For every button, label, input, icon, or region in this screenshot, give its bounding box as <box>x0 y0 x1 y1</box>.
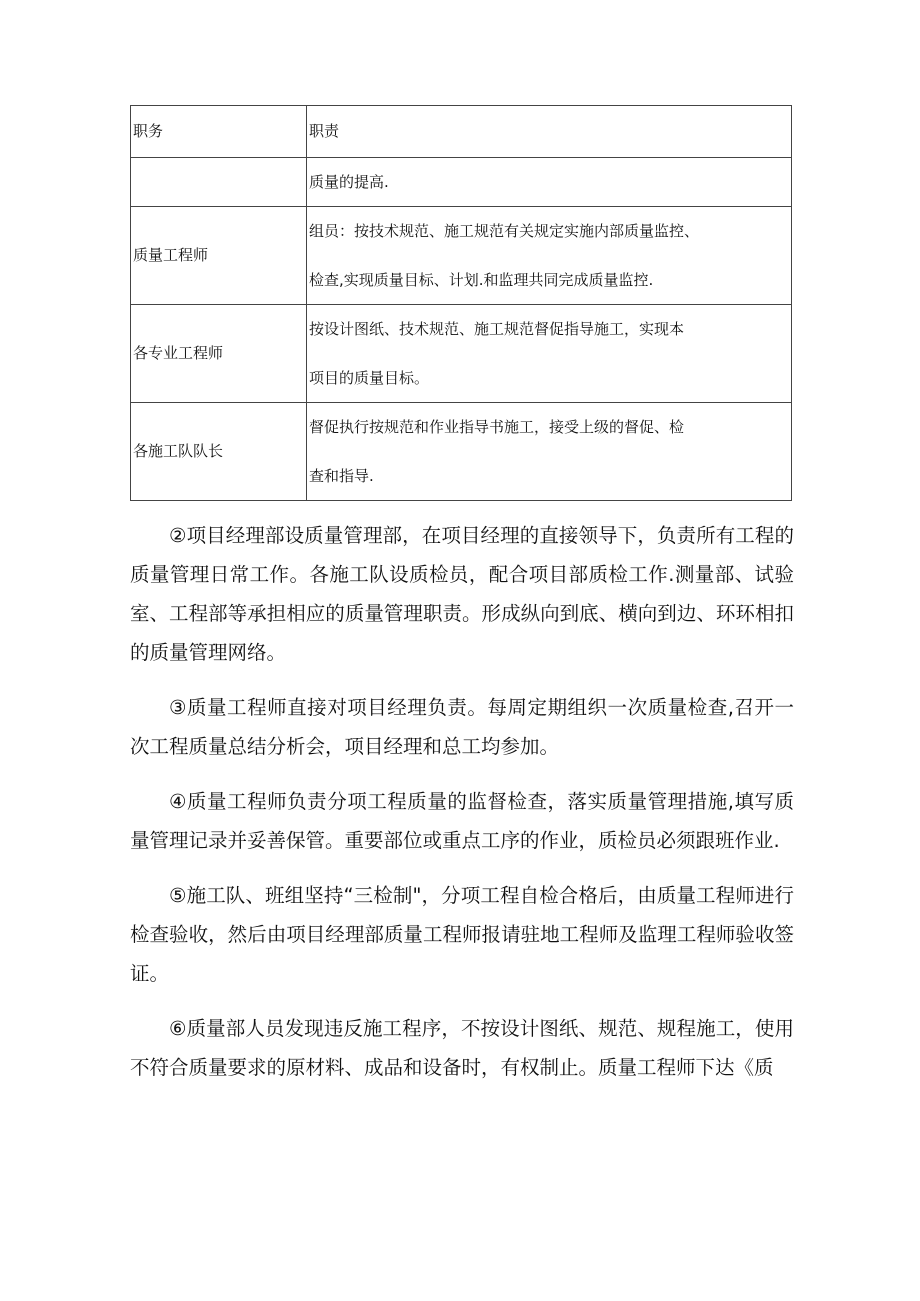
duty-line: 督促执行按规范和作业指导书施工，接受上级的督促、检 <box>309 417 685 436</box>
paragraph-4: ④质量工程师负责分项工程质量的监督检查，落实质量管理措施,填写质量管理记录并妥善保管。重要部位或重点工序的作业，质检员必须跟班作业. <box>130 790 794 852</box>
table-row <box>131 403 792 501</box>
duty-table <box>130 105 792 501</box>
table-header-row <box>131 106 792 158</box>
role-cell: 质量工程师 <box>131 207 307 305</box>
paragraph-5: ⑤施工队、班组坚持“三检制"，分项工程自检合格后，由质量工程师进行检查验收，然后由项目经理部质量工程师报请驻地工程师及监理工程师验收签证。 <box>130 884 794 985</box>
header-role: 职务 <box>131 106 307 158</box>
body-text <box>130 516 794 1103</box>
table-row <box>131 207 792 305</box>
paragraph-3: ③质量工程师直接对项目经理负责。每周定期组织一次质量检查,召开一次工程质量总结分析会，项目经理和总工均参加。 <box>130 696 794 758</box>
duty-line: 查和指导. <box>309 466 374 485</box>
paragraph-2: ②项目经理部设质量管理部，在项目经理的直接领导下，负责所有工程的质量管理日常工作。各施工队设质检员，配合项目部质检工作.测量部、试验室、工程部等承担相应的质量管理职责。形成纵向到底、横向到边、环环相扣的质量管理网络。 <box>130 524 794 664</box>
duty-line: 项目的质量目标。 <box>309 368 430 387</box>
duty-cell <box>307 305 792 403</box>
role-cell: 各专业工程师 <box>131 305 307 403</box>
duty-cell: 质量的提高. <box>307 158 792 207</box>
table-row <box>131 305 792 403</box>
table-row <box>131 158 792 207</box>
duty-cell <box>307 403 792 501</box>
duty-cell <box>307 207 792 305</box>
duty-line: 组员：按技术规范、施工规范有关规定实施内部质量监控、 <box>309 221 700 240</box>
paragraph-6: ⑥质量部人员发现违反施工程序，不按设计图纸、规范、规程施工，使用不符合质量要求的原材料、成品和设备时，有权制止。质量工程师下达《质 <box>130 1017 794 1079</box>
header-duty: 职责 <box>307 106 792 158</box>
duty-line: 检查,实现质量目标、计划.和监理共同完成质量监控. <box>309 270 654 289</box>
duty-line: 按设计图纸、技术规范、施工规范督促指导施工，实现本 <box>309 319 685 338</box>
role-cell: 各施工队队长 <box>131 403 307 501</box>
role-cell <box>131 158 307 207</box>
